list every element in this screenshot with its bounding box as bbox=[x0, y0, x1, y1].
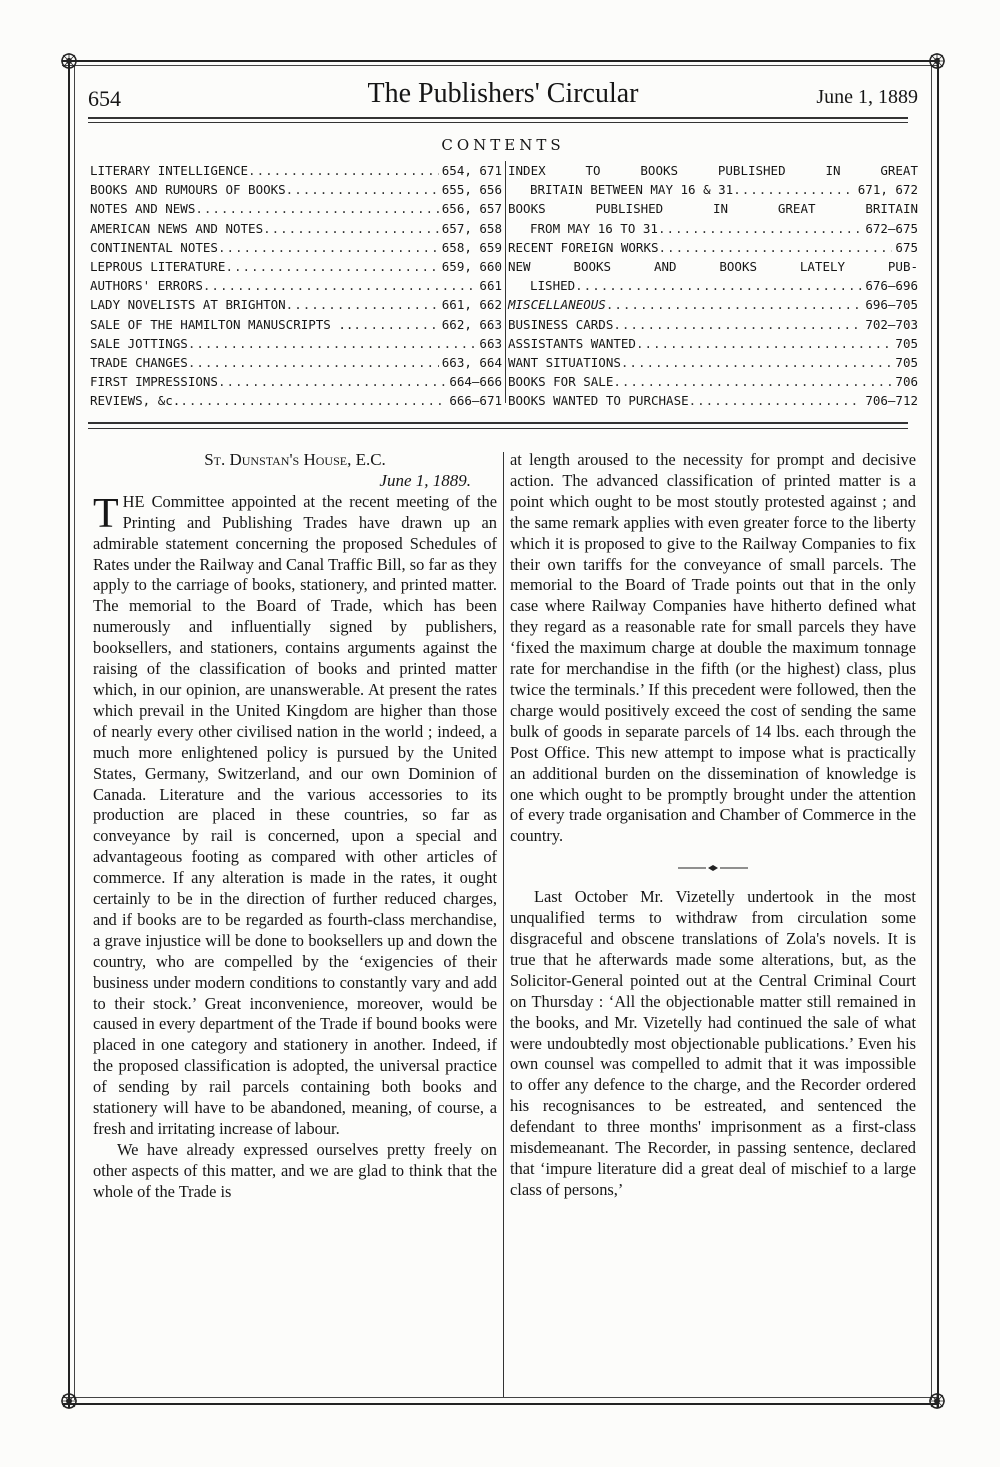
contents-right-column bbox=[508, 161, 918, 410]
toc-entry: SALE OF THE HAMILTON MANUSCRIPTS .. ..... 662, 663 bbox=[90, 315, 502, 334]
toc-entry: CONTINENTAL NOTES ..... 658, 659 bbox=[90, 238, 502, 257]
toc-entry: LITERARY INTELLIGENCE ..... 654, 671 bbox=[90, 161, 502, 180]
contents-left-column bbox=[90, 161, 502, 410]
toc-entry: FIRST IMPRESSIONS ..... 664—666 bbox=[90, 372, 502, 391]
article-paragraph: at length aroused to the necessity for prompt and decisive action. The advanced classification of printed matter is a point which ought to be most stoutly protested against ; and the same remark applies with even greater force to the liberty which it is proposed to give to the Railway Companies to fix their own tariffs for the conveyance of small parcels. The memorial to the Board of Trade points out that in the only case where Railway Companies have hitherto defined what they regard as a reasonable rate for small parcels they have ‘fixed the maximum charge at double the maximum tonnage rate for merchandise in the fifth (or the highest) class, plus twice the terminals.’ If this precedent were followed, then the charge would positively exceed the cost of sending the same bulk of goods in separate parcels of 14 lbs. each through the Post Office. This new attempt to impose what is practically an additional burden on the dissemination of knowledge is one which ought to be promptly brought under the attention of every trade organisation and Chamber of Commerce in the country. bbox=[510, 450, 916, 846]
toc-entry: BOOKS WANTED TO PURCHASE ..... 706—712 bbox=[508, 391, 918, 410]
contents-heading: CONTENTS bbox=[441, 136, 565, 154]
toc-entry: LEPROUS LITERATURE ..... 659, 660 bbox=[90, 257, 502, 276]
article-left-column bbox=[93, 450, 497, 1203]
frame-bottom-rule bbox=[62, 1403, 938, 1405]
contents-bottom-rule-thin bbox=[88, 428, 908, 429]
header-rule bbox=[88, 117, 908, 119]
drop-cap: T bbox=[93, 490, 119, 537]
toc-entry: TRADE CHANGES ..... 663, 664 bbox=[90, 353, 502, 372]
issue-date: June 1, 1889 bbox=[816, 86, 918, 108]
toc-entry: LADY NOVELISTS AT BRIGHTON ..... 661, 662 bbox=[90, 295, 502, 314]
toc-entry: SALE JOTTINGS ..... 663 bbox=[90, 334, 502, 353]
toc-entry: RECENT FOREIGN WORKS ..... 675 bbox=[508, 238, 918, 257]
toc-entry: ASSISTANTS WANTED ..... 705 bbox=[508, 334, 918, 353]
page-number: 654 bbox=[88, 86, 121, 111]
toc-entry: NOTES AND NEWS ..... 656, 657 bbox=[90, 199, 502, 218]
toc-entry: INDEX TO BOOKS PUBLISHED IN GREAT bbox=[508, 163, 918, 178]
toc-entry: BUSINESS CARDS ..... 702—703 bbox=[508, 315, 918, 334]
corner-rosette-icon bbox=[60, 52, 78, 70]
frame-top-rule bbox=[62, 60, 938, 62]
toc-entry: NEW BOOKS AND BOOKS LATELY PUB- bbox=[508, 258, 918, 274]
corner-rosette-icon bbox=[928, 1392, 946, 1410]
frame-top-inner-rule bbox=[62, 65, 938, 66]
toc-entry: AUTHORS' ERRORS ..... 661 bbox=[90, 276, 502, 295]
article-paragraph: Last October Mr. Vizetelly undertook in the most unqualified terms to withdraw from circulation some disgraceful and obscene translations of Zola's novels. It is true that he afterwards made some alterations, but, as the Solicitor-General pointed out at the Central Criminal Court on Thursday : ‘All the objectionable matter still remained in the books, and Mr. Vizetelly had continued the sale of what were undoubtedly most objectionable publications.’ Even his own counsel was compelled to admit that it was impossible to offer any defence to the charge, and the Recorder ordered his recognisances to be estreated, and sentenced the defendant to three months' imprisonment as a first-class misdemeanant. The Recorder, in passing sentence, declared that ‘impure literature did a great deal of mischief to a large class of persons,’ bbox=[510, 887, 916, 1199]
frame-left-inner-rule bbox=[74, 66, 75, 1400]
corner-rosette-icon bbox=[928, 52, 946, 70]
article-right-column bbox=[510, 450, 916, 1201]
article-paragraph: THE Committee appointed at the recent meeting of the Printing and Publishing Trades have drawn up an admirable statement concerning the proposed Schedules of Rates under the Railway and Canal Traffic Bill, so far as they apply to the carriage of books, stationery, and printed matter. The memorial to the Board of Trade, which has been numerously and influentially signed by publishers, booksellers, and stationers, contains arguments against the raising of the classification of books and printed matter which, in our opinion, are unanswerable. At present the rates which prevail in the United Kingdom are higher than those of nearly every other civilised nation in the world ; indeed, a much more enlightened policy is pursued by the United States, Germany, Switzerland, and our own Dominion of Canada. Literature and the various accessories to its production are placed in these countries, so far as conveyance by rail is concerned, upon a special and advantageous footing as compared with other articles of commerce. If any alteration is made in the rates, it ought certainly to be in the direction of further reduced charges, and if books are to be regarded as fourth-class merchandise, a grave injustice will be done to booksellers up and down the country, who are compelled by the ‘exigencies of their business under modern conditions to constantly vary and add to their stock.’ Great inconvenience, moreover, would be caused in every department of the Trade if bound books were placed in one category and stationery in another. Indeed, if the proposed classification is adopted, the universal practice of sending by rail parcels containing both books and stationery will have to be abandoned, meaning, of course, a fresh and irritating increase of labour. bbox=[93, 490, 497, 1138]
column-divider bbox=[503, 452, 504, 1397]
contents-bottom-rule bbox=[88, 422, 908, 424]
dateline: St. Dunstan's House, E.C. bbox=[204, 450, 386, 469]
toc-entry: FROM MAY 16 TO 31 ..... 672—675 bbox=[508, 219, 918, 238]
toc-entry: BOOKS AND RUMOURS OF BOOKS ..... 655, 656 bbox=[90, 180, 502, 199]
toc-entry: MISCELLANEOUS ..... 696—705 bbox=[508, 295, 918, 314]
toc-entry: LISHED ..... 676—696 bbox=[508, 276, 918, 295]
article-paragraph: We have already expressed ourselves pretty freely on other aspects of this matter, and we are glad to think that the whole of the Trade is bbox=[93, 1139, 497, 1201]
contents-divider bbox=[505, 161, 506, 403]
toc-entry: BRITAIN BETWEEN MAY 16 & 31 ..... 671, 672 bbox=[508, 180, 918, 199]
toc-entry: WANT SITUATIONS ..... 705 bbox=[508, 353, 918, 372]
header-rule-thin bbox=[88, 122, 908, 123]
frame-bottom-inner-rule bbox=[62, 1397, 938, 1398]
toc-entry: BOOKS PUBLISHED IN GREAT BRITAIN bbox=[508, 201, 918, 217]
journal-title: The Publishers' Circular bbox=[367, 78, 639, 109]
section-ornament-icon bbox=[510, 847, 916, 887]
running-header bbox=[88, 78, 918, 114]
toc-entry: BOOKS FOR SALE ..... 706 bbox=[508, 372, 918, 391]
toc-entry: AMERICAN NEWS AND NOTES ..... 657, 658 bbox=[90, 219, 502, 238]
toc-entry: REVIEWS, &c. ..... 666—671 bbox=[90, 391, 502, 410]
article-date: June 1, 1889. bbox=[379, 470, 471, 490]
frame-right-inner-rule bbox=[931, 66, 932, 1400]
corner-rosette-icon bbox=[60, 1392, 78, 1410]
frame-left-rule bbox=[68, 58, 70, 1408]
frame-right-rule bbox=[937, 58, 939, 1408]
